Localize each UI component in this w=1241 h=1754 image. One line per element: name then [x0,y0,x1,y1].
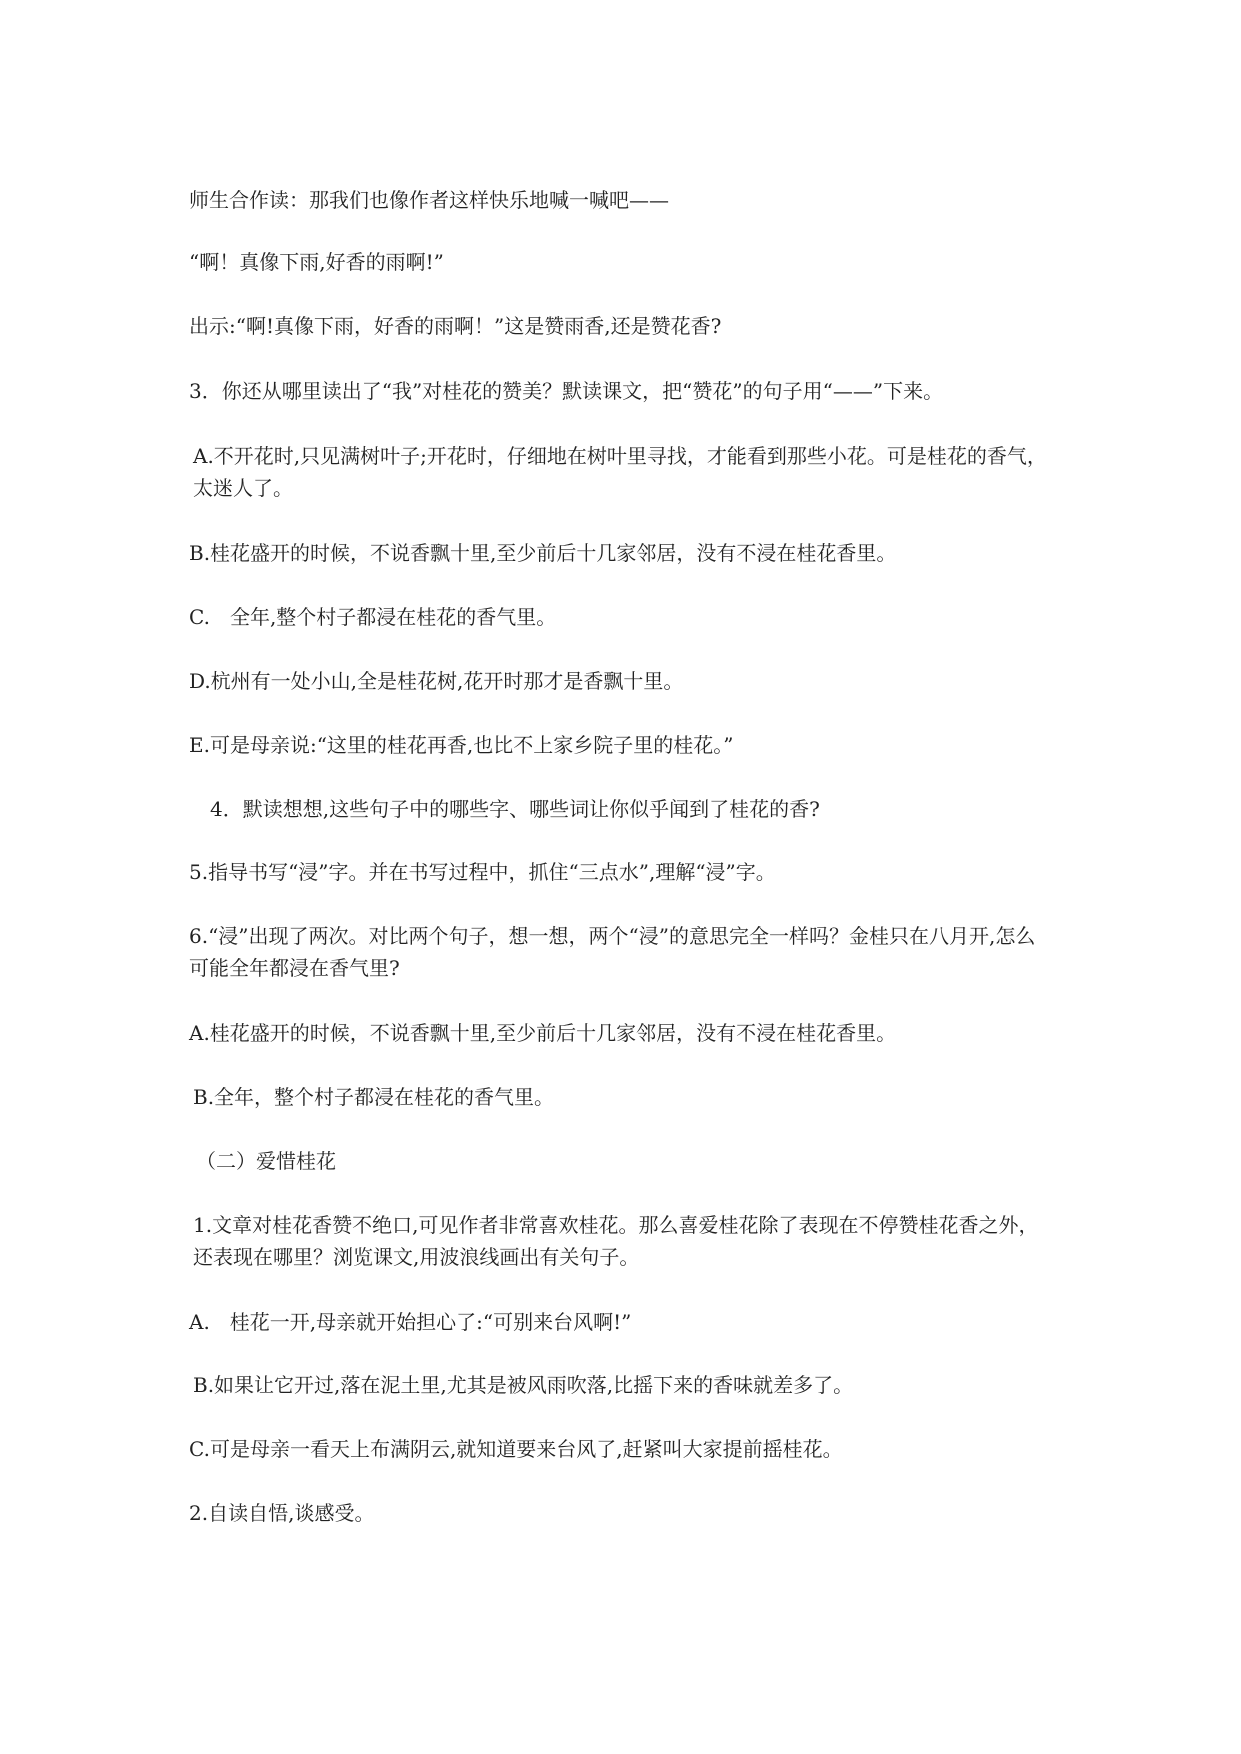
paragraph-7: C. 全年,整个村子都浸在桂花的香气里。 [189,605,557,629]
paragraph-11: 5.指导书写“浸”字。并在书写过程中，抓住“三点水”,理解“浸”字。 [189,860,776,884]
paragraph-5: A.不开花时,只见满树叶子;开花时，仔细地在树叶里寻找，才能看到那些小花。可是桂花的香气，太迷人了。 [193,444,1047,500]
paragraph-13: A.桂花盛开的时候，不说香飘十里,至少前后十几家邻居，没有不浸在桂花香里。 [189,1021,897,1045]
paragraph-3: 出示:“啊!真像下雨，好香的雨啊！”这是赞雨香,还是赞花香? [189,314,722,338]
paragraph-2: “啊！真像下雨,好香的雨啊!” [189,250,444,274]
paragraph-4: 3．你还从哪里读出了“我”对桂花的赞美？默读课文，把“赞花”的句子用“——”下来。 [189,379,944,403]
paragraph-14: B.全年，整个村子都浸在桂花的香气里。 [193,1085,555,1109]
paragraph-16: 1.文章对桂花香赞不绝口,可见作者非常喜欢桂花。那么喜爱桂花除了表现在不停赞桂花香之外，还表现在哪里？浏览课文,用波浪线画出有关句子。 [193,1213,1039,1269]
paragraph-12: 6.“浸”出现了两次。对比两个句子，想一想，两个“浸”的意思完全一样吗？金桂只在八月开,怎么可能全年都浸在香气里? [189,924,1036,980]
paragraph-20: 2.自读自悟,谈感受。 [189,1501,375,1525]
paragraph-10: 4．默读想想,这些句子中的哪些字、哪些词让你似乎闻到了桂花的香? [210,797,820,821]
section-heading: （二）爱惜桂花 [196,1149,336,1173]
paragraph-9: E.可是母亲说:“这里的桂花再香,也比不上家乡院子里的桂花。” [189,733,734,757]
paragraph-17: A. 桂花一开,母亲就开始担心了:“可别来台风啊!” [189,1310,632,1334]
paragraph-6: B.桂花盛开的时候，不说香飘十里,至少前后十几家邻居，没有不浸在桂花香里。 [189,541,897,565]
paragraph-19: C.可是母亲一看天上布满阴云,就知道要来台风了,赶紧叫大家提前摇桂花。 [189,1437,843,1461]
paragraph-18: B.如果让它开过,落在泥土里,尤其是被风雨吹落,比摇下来的香味就差多了。 [193,1373,854,1397]
paragraph-8: D.杭州有一处小山,全是桂花树,花开时那才是香飘十里。 [189,669,684,693]
paragraph-1: 师生合作读：那我们也像作者这样快乐地喊一喊吧—— [189,188,669,212]
